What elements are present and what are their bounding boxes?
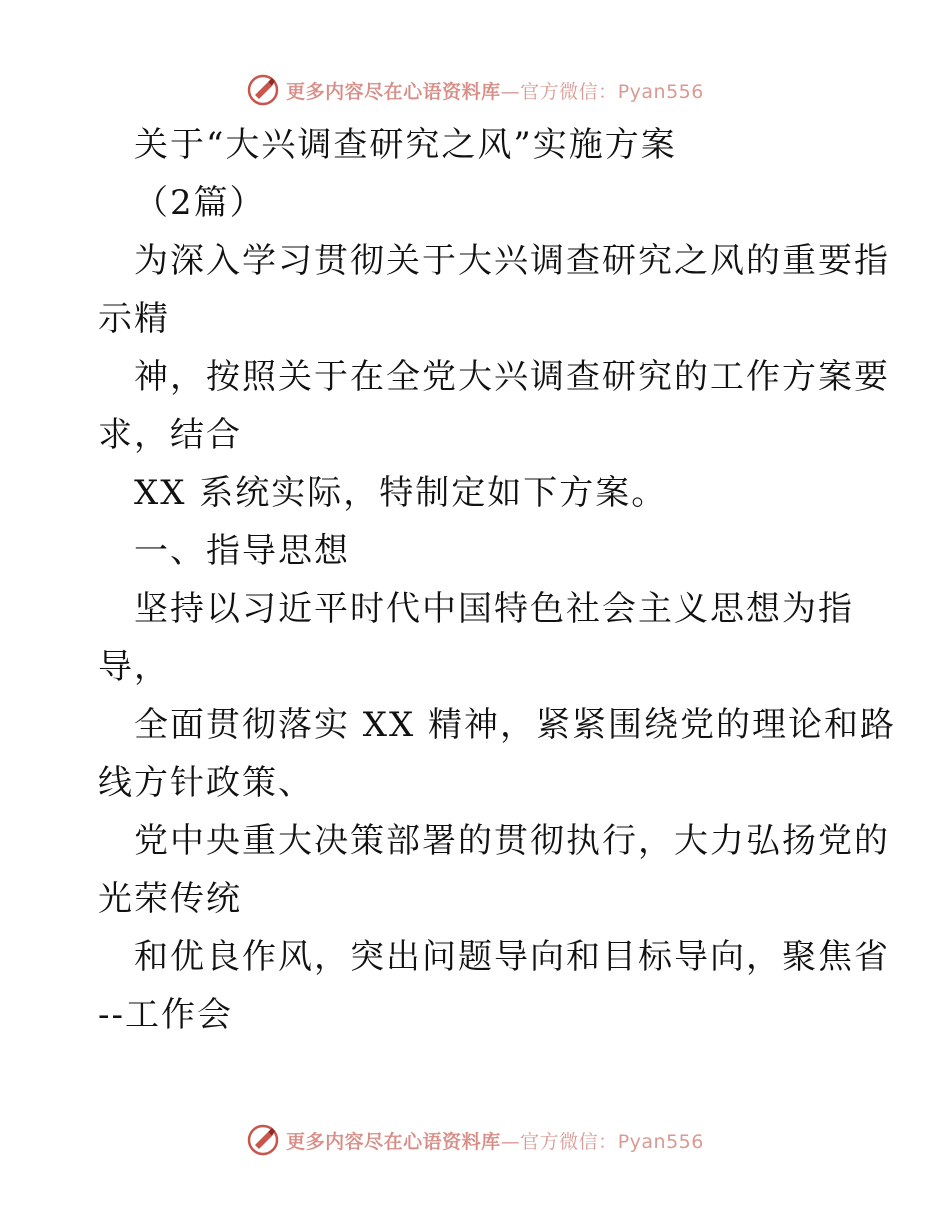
footer-dash: — (500, 1130, 521, 1153)
paragraph-line: 示精 (98, 299, 170, 339)
header-contact-id: Pyan556 (617, 80, 704, 103)
paragraph-line: 光荣传统 (98, 879, 242, 919)
paragraph-line: 党中央重大决策部署的贯彻执行，大力弘扬党的 (134, 821, 890, 861)
document-subtitle: （2篇） (134, 183, 266, 223)
paragraph-line: 线方针政策、 (98, 763, 314, 803)
paragraph-line: 导， (98, 647, 170, 687)
footer-contact-id: Pyan556 (617, 1130, 704, 1153)
seal-logo-icon (246, 1123, 280, 1157)
paragraph-line: 坚持以习近平时代中国特色社会主义思想为指 (134, 589, 854, 629)
document-title: 关于“大兴调查研究之风”实施方案 (134, 125, 677, 165)
paragraph-line: 全面贯彻落实 XX 精神，紧紧围绕党的理论和路 (134, 705, 897, 745)
paragraph-line: 神，按照关于在全党大兴调查研究的工作方案要 (134, 357, 890, 397)
header-contact-label: 官方微信： (520, 80, 618, 103)
footer-watermark-text (286, 1127, 704, 1154)
paragraph-line: --工作会 (98, 995, 233, 1035)
header-site-name: 更多内容尽在心语资料库 (286, 80, 501, 103)
paragraph-line: XX 系统实际，特制定如下方案。 (134, 473, 668, 513)
footer-site-name: 更多内容尽在心语资料库 (286, 1130, 501, 1153)
header-watermark (0, 70, 950, 110)
paragraph-line: 和优良作风，突出问题导向和目标导向，聚焦省 (134, 937, 890, 977)
paragraph-line: 为深入学习贯彻关于大兴调查研究之风的重要指 (134, 241, 890, 281)
header-watermark-text (286, 77, 704, 104)
section-heading: 一、指导思想 (134, 531, 350, 571)
footer-watermark (0, 1120, 950, 1160)
seal-logo-icon (246, 73, 280, 107)
footer-contact-label: 官方微信： (520, 1130, 618, 1153)
document-body (0, 116, 950, 1044)
header-dash: — (500, 80, 521, 103)
paragraph-line: 求，结合 (98, 415, 242, 455)
